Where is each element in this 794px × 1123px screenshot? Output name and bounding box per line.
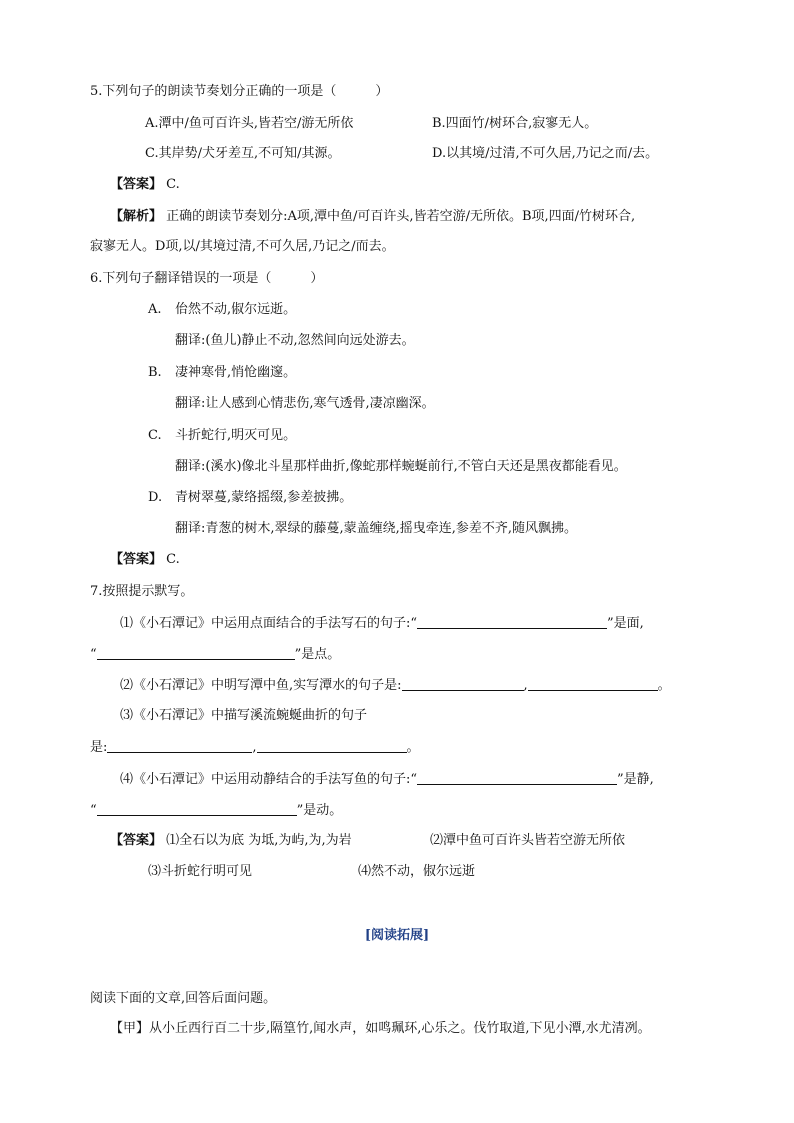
q6-item-c-text: 斗折蛇行,明灭可见。 [175, 428, 297, 443]
q5-stem: 5.下列句子的朗读节奏划分正确的一项是（ ） [90, 84, 389, 99]
q7-s2-line [120, 676, 671, 695]
q7-s2-end: 。 [657, 678, 671, 693]
q5-option-a: A.潭中/鱼可百许头,皆若空/游无所依 [145, 116, 354, 131]
q5-analysis-line1 [110, 208, 635, 226]
q7-s4-line2 [90, 801, 342, 820]
answer-tag: 【答案】 [110, 552, 163, 567]
q7-answer-line1 [110, 832, 352, 850]
q7-s1-quote-open: “ [90, 647, 97, 662]
q7-s1-prompt: ⑴《小石潭记》中运用点面结合的手法写石的句子:“ [120, 616, 418, 631]
q7-s1-line1 [120, 614, 644, 633]
answer-value: C. [166, 552, 180, 567]
q7-s3-end: 。 [406, 740, 420, 755]
q6-item-a-letter: A. [148, 302, 162, 317]
fill-blank[interactable] [417, 770, 617, 785]
q7-s1-suffix2: ”是点。 [294, 647, 341, 662]
q6-answer [110, 551, 180, 569]
q7-s4-suffix2: ”是动。 [296, 803, 343, 818]
q5-option-b: B.四面竹/树环合,寂寥无人。 [432, 116, 598, 131]
analysis-tag: 【解析】 [110, 209, 163, 224]
q7-s3-comma: , [252, 740, 257, 755]
q7-answer-3: ⑶斗折蛇行明可见 [148, 864, 253, 879]
fill-blank[interactable] [257, 738, 407, 753]
q6-item-b-trans: 翻译:让人感到心情悲伤,寒气透骨,凄凉幽深。 [175, 396, 435, 411]
q7-answer-2: ⑵潭中鱼可百许头皆若空游无所依 [430, 833, 626, 848]
q7-answer-1: ⑴全石以为底 为坻,为屿,为,为岩 [166, 833, 352, 848]
q7-s3-line1: ⑶《小石潭记》中描写溪流蜿蜒曲折的句子 [120, 708, 368, 723]
q6-item-b-text: 凄神寒骨,悄怆幽邃。 [175, 365, 297, 380]
q7-s3-prompt: 是: [90, 740, 108, 755]
fill-blank[interactable] [97, 645, 295, 660]
fill-blank[interactable] [107, 738, 252, 753]
q7-s4-quote-open: “ [90, 803, 97, 818]
q6-item-d-text: 青树翠蔓,蒙络摇缀,参差披拂。 [175, 490, 353, 505]
q7-stem: 7.按照提示默写。 [90, 584, 194, 599]
q6-item-a-trans: 翻译:(鱼儿)静止不动,忽然间向远处游去。 [175, 333, 415, 348]
q7-s3-line2 [90, 738, 420, 757]
q7-s2-comma: , [523, 678, 528, 693]
fill-blank[interactable] [97, 801, 297, 816]
q6-item-d-letter: D. [148, 490, 163, 505]
fill-blank[interactable] [402, 676, 524, 691]
q6-item-c-trans: 翻译:(溪水)像北斗星那样曲折,像蛇那样蜿蜒前行,不管白天还是黑夜都能看见。 [175, 459, 627, 474]
fill-blank[interactable] [417, 614, 607, 629]
reading-jia [110, 1020, 651, 1038]
q7-s4-suffix: ”是静, [617, 772, 654, 787]
q5-analysis-line2: 寂寥无人。D项,以/其境过清,不可久居,乃记之/而去。 [90, 239, 395, 254]
jia-text: 从小丘西行百二十步,隔篁竹,闻水声，如鸣珮环,心乐之。伐竹取道,下见小潭,水尤清冽。 [149, 1021, 651, 1036]
q7-answer-4: ⑷然不动，俶尔远逝 [358, 864, 476, 879]
q7-s1-suffix: ”是面, [607, 616, 644, 631]
section-heading: [阅读拓展] [364, 928, 430, 943]
q6-item-a-text: 佁然不动,俶尔远逝。 [175, 302, 297, 317]
reading-intro: 阅读下面的文章,回答后面问题。 [90, 991, 277, 1006]
q6-item-b-letter: B. [148, 365, 162, 380]
q7-s1-line2 [90, 645, 340, 664]
jia-tag: 【甲】 [110, 1021, 150, 1036]
fill-blank[interactable] [528, 676, 658, 691]
q7-s4-prompt: ⑷《小石潭记》中运用动静结合的手法写鱼的句子:“ [120, 772, 418, 787]
analysis-text: 正确的朗读节奏划分:A项,潭中鱼/可百许头,皆若空游/无所依。B项,四面/竹树环合, [166, 209, 636, 224]
q5-answer [110, 176, 180, 194]
answer-tag: 【答案】 [110, 833, 163, 848]
q6-item-d-trans: 翻译:青葱的树木,翠绿的藤蔓,蒙盖缠绕,摇曳牵连,参差不齐,随风飘拂。 [175, 521, 578, 536]
answer-tag: 【答案】 [110, 177, 163, 192]
q5-option-c: C.其岸势/犬牙差互,不可知/其源。 [145, 146, 341, 161]
q6-stem: 6.下列句子翻译错误的一项是（ ） [90, 271, 324, 286]
q7-s2-prompt: ⑵《小石潭记》中明写潭中鱼,实写潭水的句子是: [120, 678, 402, 693]
q5-option-d: D.以其境/过清,不可久居,乃记之而/去。 [432, 146, 659, 161]
q7-s4-line1 [120, 770, 654, 789]
q6-item-c-letter: C. [148, 428, 162, 443]
answer-value: C. [166, 177, 180, 192]
